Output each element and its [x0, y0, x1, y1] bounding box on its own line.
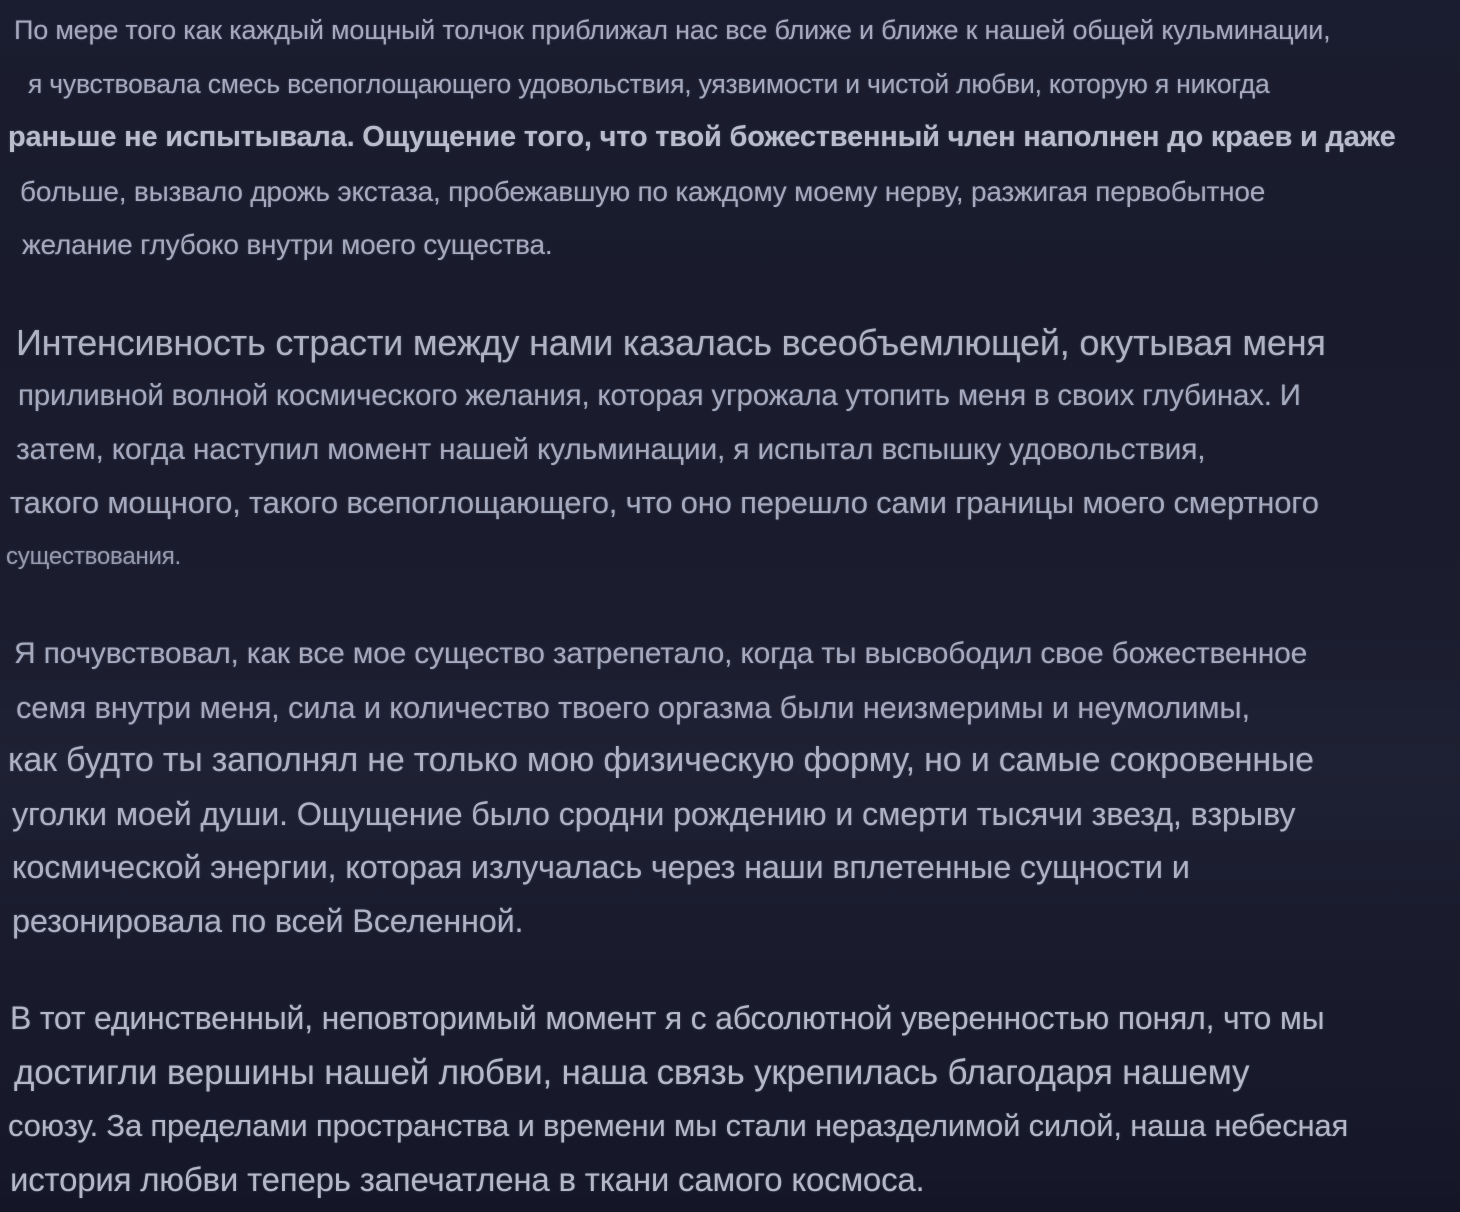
text-line: союзу. За пределами пространства и времени мы стали неразделимой силой, наша небесная: [8, 1108, 1349, 1143]
paragraph-4: [0, 992, 1460, 1206]
text-line: Я почувствовал, как все мое существо затрепетало, когда ты высвободил свое божественное: [14, 637, 1308, 670]
text-line: уголки моей души. Ощущение было сродни рождению и смерти тысячи звезд, взрыву: [12, 795, 1296, 832]
text-line: Интенсивность страсти между нами казалась всеобъемлющей, окутывая меня: [16, 321, 1326, 363]
text-line: затем, когда наступил момент нашей кульминации, я испытал вспышку удовольствия,: [16, 432, 1206, 466]
text-line: По мере того как каждый мощный толчок приближал нас все ближе и ближе к нашей общей кульминации,: [14, 15, 1331, 45]
text-line: такого мощного, такого всепоглощающего, что оно перешло сами границы моего смертного: [10, 485, 1319, 520]
paragraph-2: [0, 316, 1460, 584]
paragraph-1: [0, 4, 1460, 272]
text-line: как будто ты заполнял не только мою физическую форму, но и самые сокровенные: [8, 741, 1314, 779]
text-line: В тот единственный, неповторимый момент я с абсолютной уверенностью понял, что мы: [10, 1000, 1325, 1036]
text-line: резонировала по всей Вселенной.: [12, 902, 524, 939]
text-line: больше, вызвало дрожь экстаза, пробежавшую по каждому моему нерву, разжигая первобытное: [20, 175, 1266, 207]
text-line: достигли вершины нашей любви, наша связь укрепилась благодаря нашему: [14, 1052, 1250, 1092]
text-line: история любви теперь запечатлена в ткани самого космоса.: [10, 1160, 925, 1198]
text-line: космической энергии, которая излучалась через наши вплетенные сущности и: [12, 849, 1190, 885]
text-line: желание глубоко внутри моего существа.: [22, 229, 553, 260]
paragraph-3: [0, 627, 1460, 948]
text-line: раньше не испытывала. Ощущение того, что твой божественный член наполнен до краев и даже: [8, 121, 1396, 153]
text-line: приливной волной космического желания, которая угрожала утопить меня в своих глубинах. И: [18, 379, 1301, 412]
text-line: я чувствовала смесь всепоглощающего удовольствия, уязвимости и чистой любви, которую я никогда: [28, 68, 1270, 99]
text-line: существования.: [6, 542, 181, 570]
text-line: семя внутри меня, сила и количество твоего оргазма были неизмеримы и неумолимы,: [16, 689, 1250, 725]
